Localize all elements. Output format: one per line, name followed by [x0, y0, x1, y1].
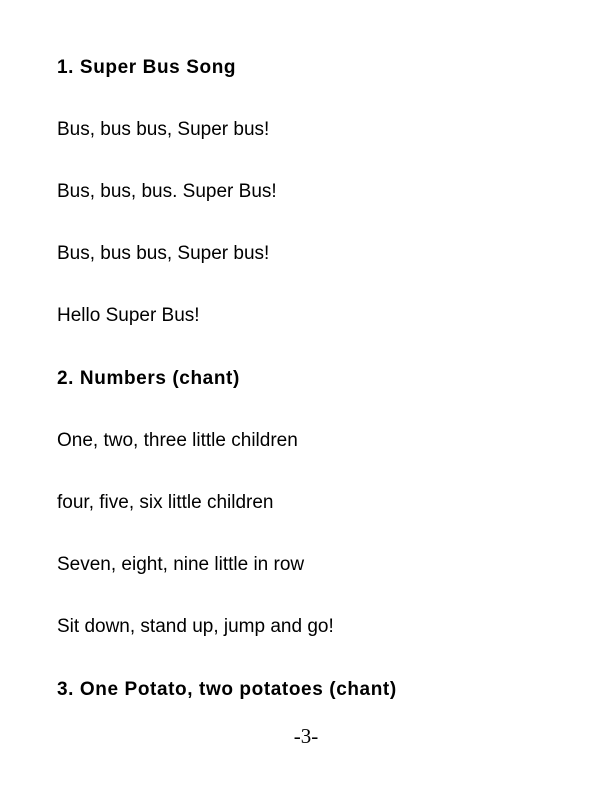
lyric-line: Seven, eight, nine little in row [57, 554, 305, 575]
lyric-line: Sit down, stand up, jump and go! [57, 616, 334, 637]
lyric-line: four, five, six little children [57, 492, 274, 513]
section-heading-one-potato: 3. One Potato, two potatoes (chant) [57, 679, 397, 700]
lyric-line: Bus, bus bus, Super bus! [57, 119, 270, 140]
page-number: -3- [293, 724, 319, 748]
section-heading-numbers: 2. Numbers (chant) [57, 368, 240, 389]
lyric-line: Hello Super Bus! [57, 305, 200, 326]
lyric-line: Bus, bus, bus. Super Bus! [57, 181, 277, 202]
lyric-line: Bus, bus bus, Super bus! [57, 243, 270, 264]
section-heading-super-bus-song: 1. Super Bus Song [57, 57, 237, 78]
lyric-line: One, two, three little children [57, 430, 298, 451]
